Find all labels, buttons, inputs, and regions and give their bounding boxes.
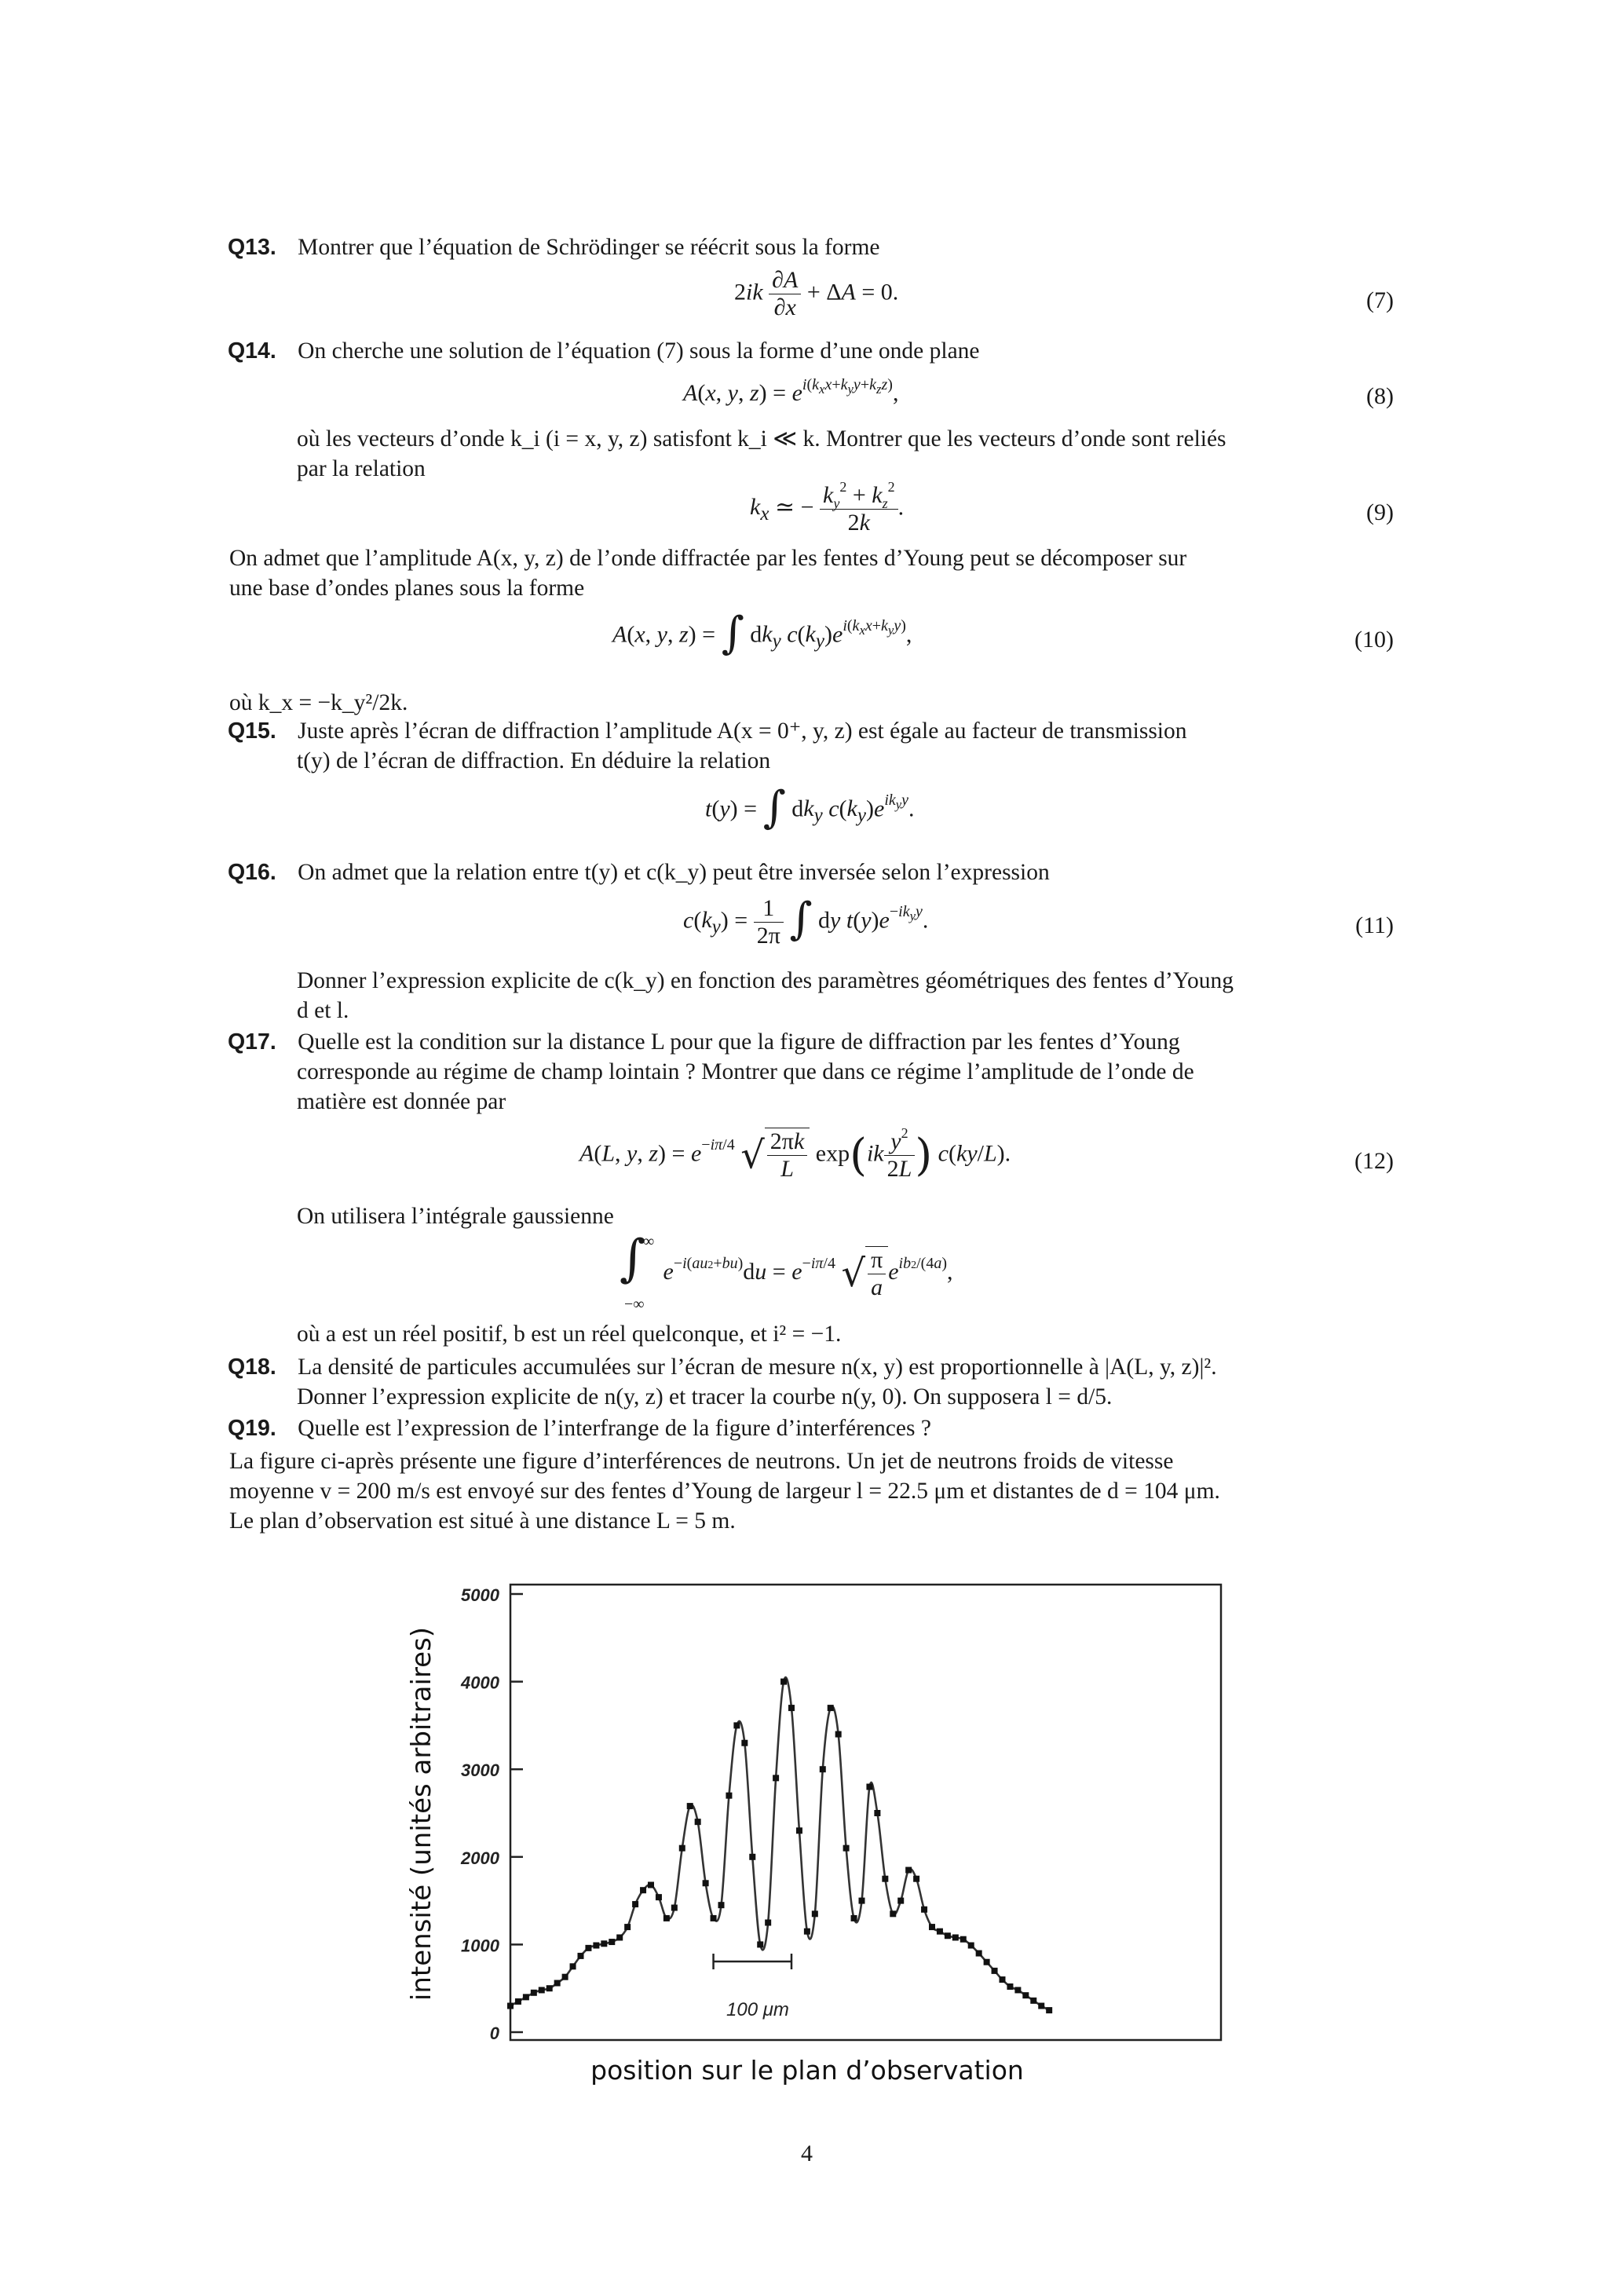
data-point xyxy=(992,1968,998,1974)
para2-line3: Le plan d’observation est situé à une distance L = 5 m. xyxy=(229,1508,736,1534)
data-point xyxy=(570,1963,576,1969)
data-point xyxy=(780,1679,787,1685)
data-point xyxy=(765,1920,771,1926)
data-point xyxy=(1000,1976,1006,1983)
q16-line1: On admet que la relation entre t(y) et c(k_y) peut être inversée selon l’expression xyxy=(298,860,1050,885)
data-point xyxy=(929,1924,935,1930)
data-point xyxy=(624,1924,631,1930)
data-point xyxy=(1022,1992,1029,1998)
data-point xyxy=(897,1898,904,1904)
x-axis-label: position sur le plan d’observation xyxy=(590,2055,1024,2086)
y-tick-label: 0 xyxy=(489,2024,499,2043)
q19-label: Q19. xyxy=(228,1416,276,1441)
data-point xyxy=(874,1810,880,1816)
data-point xyxy=(913,1876,919,1882)
q17-line2: corresponde au régime de champ lointain ? Montrer que dans ce régime l’amplitude de l’onde de xyxy=(297,1059,1194,1084)
data-point xyxy=(812,1910,818,1917)
data-point xyxy=(718,1902,725,1908)
q14-text: On cherche une solution de l’équation (7) sous la forme d’une onde plane xyxy=(298,338,980,364)
q16-line2: Donner l’expression explicite de c(k_y) en fonction des paramètres géométriques des fentes d’Young xyxy=(297,968,1234,993)
data-point xyxy=(640,1887,646,1893)
data-point xyxy=(937,1929,943,1935)
q14-label: Q14. xyxy=(228,338,276,364)
data-point xyxy=(1014,1987,1021,1993)
data-point xyxy=(733,1722,740,1728)
q17-line3: matière est donnée par xyxy=(297,1089,506,1114)
data-point xyxy=(507,2003,514,2009)
data-point xyxy=(882,1876,888,1882)
data-point xyxy=(539,1987,545,1993)
equation-t-of-y: t(y) = ∫ $dk_y$ $c(k_y)e^{ik_yy}$. xyxy=(705,782,915,833)
data-point xyxy=(788,1705,795,1711)
q14-line2: où les vecteurs d’onde k_i (i = x, y, z) satisfont k_i ≪ k. Montrer que les vecteurs d’onde sont reliés xyxy=(297,426,1226,452)
equation-gaussian-integral: ∫ ∞ −∞ $e^{-i(au2+bu)}du = e^{-i\pi/4}$ √ $\frac{\pi}{a}$ $e^{ib2/(4a)}$, xyxy=(620,1230,953,1313)
data-point xyxy=(976,1951,982,1957)
data-point xyxy=(695,1819,701,1825)
data-point xyxy=(820,1766,826,1772)
data-point xyxy=(796,1827,802,1834)
data-point xyxy=(773,1775,779,1781)
fit-curve xyxy=(510,1677,1049,2010)
q17-line4: On utilisera l’intégrale gaussienne xyxy=(297,1204,614,1229)
y-axis-ticks xyxy=(460,1585,523,2043)
q15-line2: t(y) de l’écran de diffraction. En déduire la relation xyxy=(297,748,771,773)
equation-8-number: (8) xyxy=(1366,383,1394,409)
para1-line2: une base d’ondes planes sous la forme xyxy=(229,576,585,601)
data-point xyxy=(609,1939,615,1945)
data-point xyxy=(703,1880,709,1886)
q14-line3: par la relation xyxy=(297,456,426,481)
y-tick-label: 4000 xyxy=(461,1673,499,1693)
data-point xyxy=(866,1784,872,1790)
data-point xyxy=(601,1940,607,1947)
equation-7: 2ik $\frac{\partial A}{\partial x}$ + ΔA = 0. xyxy=(734,267,899,320)
q16-line3: d et l. xyxy=(297,998,349,1023)
y-tick-label: 3000 xyxy=(461,1760,499,1781)
y-tick-label: 1000 xyxy=(461,1936,499,1956)
data-point xyxy=(554,1980,561,1987)
data-point xyxy=(562,1974,568,1980)
q15-line1: Juste après l’écran de diffraction l’amplitude A(x = 0⁺, y, z) est égale au facteur de transmission xyxy=(298,718,1187,744)
data-point xyxy=(578,1953,584,1959)
q17-label: Q17. xyxy=(228,1029,276,1055)
data-point xyxy=(851,1915,857,1921)
equation-7-number: (7) xyxy=(1366,287,1394,313)
equation-8: A(x, y, $z) = e^{i(k_xx+k_yy+k_zz)}$, xyxy=(683,376,899,406)
data-point xyxy=(515,1998,521,2005)
data-point xyxy=(984,1959,990,1965)
data-point xyxy=(1046,2007,1052,2013)
q18-line1: La densité de particules accumulées sur l’écran de mesure n(x, y) est proportionnelle à |A(L, y, z)|². xyxy=(298,1355,1217,1380)
q17-line1: Quelle est la condition sur la distance L pour que la figure de diffraction par les fentes d’Young xyxy=(298,1029,1180,1055)
q19-text: Quelle est l’expression de l’interfrange de la figure d’interférences ? xyxy=(298,1416,931,1441)
para2-line1: La figure ci-après présente une figure d’interférences de neutrons. Un jet de neutrons froids de vitesse xyxy=(229,1449,1174,1474)
equation-12: A(L, y, $z) = e^{-i\pi/4}$ √ $\frac{2\pi k}{L}$ exp(ik $\frac{y^2}{2L}$ ) c(ky/L). xyxy=(579,1125,1011,1182)
data-point xyxy=(679,1845,685,1852)
data-point xyxy=(616,1934,623,1940)
q16-label: Q16. xyxy=(228,860,276,885)
para1-line3: où k_x = −k_y²/2k. xyxy=(229,690,408,715)
data-point xyxy=(843,1845,850,1852)
q13-label: Q13. xyxy=(228,235,276,260)
data-point xyxy=(726,1793,732,1799)
data-point xyxy=(593,1943,599,1949)
data-point xyxy=(531,1990,537,1996)
data-point xyxy=(804,1929,810,1935)
para1-line1: On admet que l’amplitude A(x, y, z) de l’onde diffractée par les fentes d’Young peut se décomposer sur xyxy=(229,546,1187,571)
data-point xyxy=(749,1854,755,1860)
y-tick-label: 5000 xyxy=(461,1585,499,1605)
data-point xyxy=(1007,1983,1013,1990)
para2-line2: moyenne v = 200 m/s est envoyé sur des fentes d’Young de largeur l = 22.5 μm et distantes de d = 104 μm. xyxy=(229,1479,1220,1504)
data-point xyxy=(921,1907,927,1913)
data-point xyxy=(859,1898,865,1904)
page-number: 4 xyxy=(801,2141,813,2166)
chart-frame xyxy=(510,1585,1221,2040)
equation-12-number: (12) xyxy=(1354,1148,1394,1174)
data-point xyxy=(687,1803,693,1809)
data-point xyxy=(968,1943,974,1949)
data-point xyxy=(1038,2003,1044,2009)
data-point xyxy=(1030,1998,1036,2004)
data-point xyxy=(905,1867,912,1874)
q17-line5: où a est un réel positif, b est un réel quelconque, et i² = −1. xyxy=(297,1322,842,1347)
data-point xyxy=(828,1705,834,1711)
data-point xyxy=(711,1915,717,1921)
scale-bar-label: 100 μm xyxy=(726,1999,789,2020)
q15-label: Q15. xyxy=(228,718,276,744)
equation-9: $k_x$ ≃ − $\frac{k_y^2 + k_z^2}{2k}$ . xyxy=(750,479,905,536)
data-point xyxy=(945,1932,951,1939)
data-point xyxy=(585,1945,591,1951)
q18-line2: Donner l’expression explicite de n(y, z) et tracer la courbe n(y, 0). On supposera l = d/5. xyxy=(297,1384,1113,1409)
data-point xyxy=(835,1731,842,1738)
equation-11-number: (11) xyxy=(1355,912,1394,938)
data-point xyxy=(656,1894,662,1900)
data-point xyxy=(960,1936,967,1943)
y-tick-label: 2000 xyxy=(461,1848,499,1868)
equation-9-number: (9) xyxy=(1366,499,1394,525)
q18-label: Q18. xyxy=(228,1355,276,1380)
q13-text: Montrer que l’équation de Schrödinger se réécrit sous la forme xyxy=(298,235,880,260)
data-point xyxy=(741,1740,748,1746)
y-axis-label: intensité (unités arbitraires) xyxy=(406,1626,437,2002)
equation-11: $c(k_y)$ = $\frac{1}{2\pi}$ ∫ dy $t(y)e^{-ik_yy}$. xyxy=(683,894,929,949)
equation-10: A(x, y, z) = ∫ $dk_y$ $c(k_y)e^{i(k_xx+k_yy)}$, xyxy=(612,608,912,659)
data-point xyxy=(546,1985,553,1991)
data-point xyxy=(890,1910,896,1917)
data-point xyxy=(648,1882,654,1888)
equation-10-number: (10) xyxy=(1354,627,1394,653)
data-point xyxy=(663,1915,670,1921)
data-point xyxy=(952,1934,959,1940)
data-point xyxy=(632,1901,638,1907)
data-point xyxy=(757,1941,763,1947)
data-point xyxy=(523,1994,529,2000)
data-point xyxy=(671,1905,678,1911)
